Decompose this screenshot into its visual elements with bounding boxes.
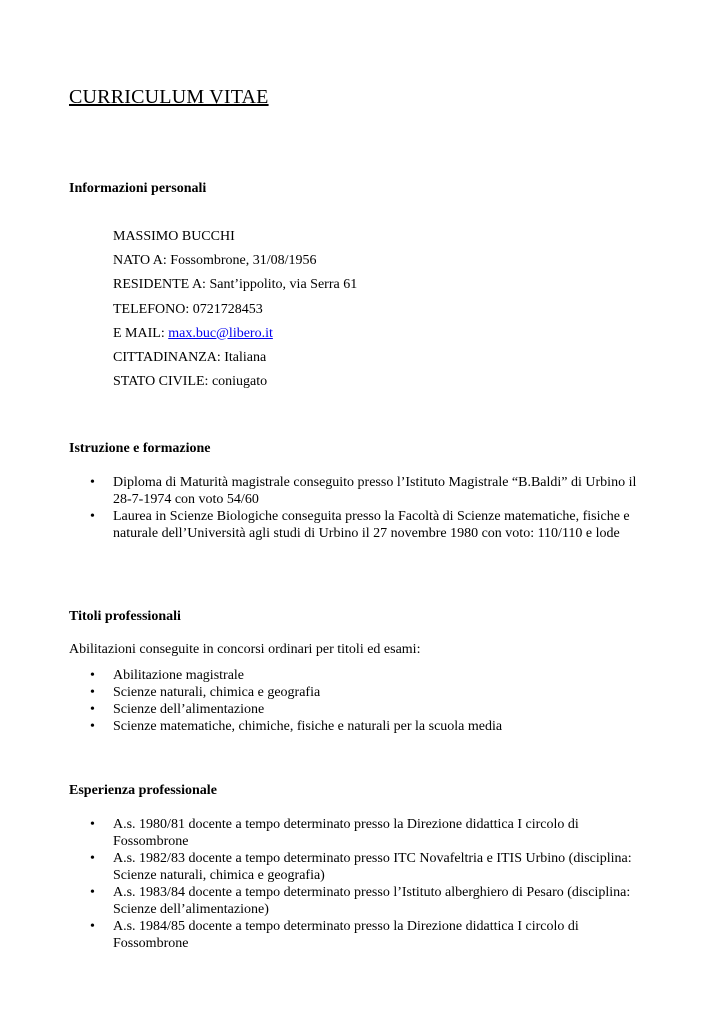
- email-label: E MAIL:: [113, 325, 169, 341]
- personal-info-list: [113, 227, 357, 396]
- email-info: [113, 324, 357, 348]
- residence-info: RESIDENTE A: Sant’ippolito, via Serra 61: [113, 277, 358, 293]
- titles-heading: Titoli professionali: [69, 609, 181, 624]
- title-item: • Scienze matematiche, chimiche, fisiche e naturali per la scuola media: [113, 718, 653, 735]
- page-title: CURRICULUM VITAE: [69, 86, 269, 108]
- education-item: • Laurea in Scienze Biologiche conseguita presso la Facoltà di Scienze matematiche, fisiche e naturale dell’Università agli studi di Urbino il 27 novembre 1980 con voto: 110/110 e lode: [113, 508, 653, 542]
- education-list: [113, 474, 653, 542]
- experience-list: [113, 816, 653, 952]
- experience-item: • A.s. 1980/81 docente a tempo determinato presso la Direzione didattica I circolo di Fossombrone: [113, 816, 653, 850]
- phone-info: TELEFONO: 0721728453: [113, 301, 263, 317]
- education-heading: Istruzione e formazione: [69, 441, 211, 456]
- education-item: • Diploma di Maturità magistrale conseguito presso l’Istituto Magistrale “B.Baldi” di Urbino il 28-7-1974 con voto 54/60: [113, 474, 653, 508]
- marital-status-info: STATO CIVILE: coniugato: [113, 374, 268, 390]
- personal-info-heading: Informazioni personali: [69, 181, 207, 196]
- title-item: • Abilitazione magistrale: [113, 667, 653, 684]
- experience-item: • A.s. 1984/85 docente a tempo determinato presso la Direzione didattica I circolo di Fossombrone: [113, 918, 653, 952]
- email-link[interactable]: max.buc@libero.it: [168, 325, 273, 341]
- titles-list: [113, 667, 653, 735]
- birth-info: NATO A: Fossombrone, 31/08/1956: [113, 253, 317, 269]
- title-item: • Scienze naturali, chimica e geografia: [113, 684, 653, 701]
- experience-item: • A.s. 1983/84 docente a tempo determinato presso l’Istituto alberghiero di Pesaro (disciplina: Scienze dell’alimentazione): [113, 884, 653, 918]
- experience-item: • A.s. 1982/83 docente a tempo determinato presso ITC Novafeltria e ITIS Urbino (disciplina: Scienze naturali, chimica e geografia): [113, 850, 653, 884]
- citizenship-info: CITTADINANZA: Italiana: [113, 349, 267, 365]
- full-name: MASSIMO BUCCHI: [113, 229, 235, 244]
- title-item: • Scienze dell’alimentazione: [113, 701, 653, 718]
- titles-intro: Abilitazioni conseguite in concorsi ordinari per titoli ed esami:: [69, 642, 421, 657]
- experience-heading: Esperienza professionale: [69, 783, 217, 798]
